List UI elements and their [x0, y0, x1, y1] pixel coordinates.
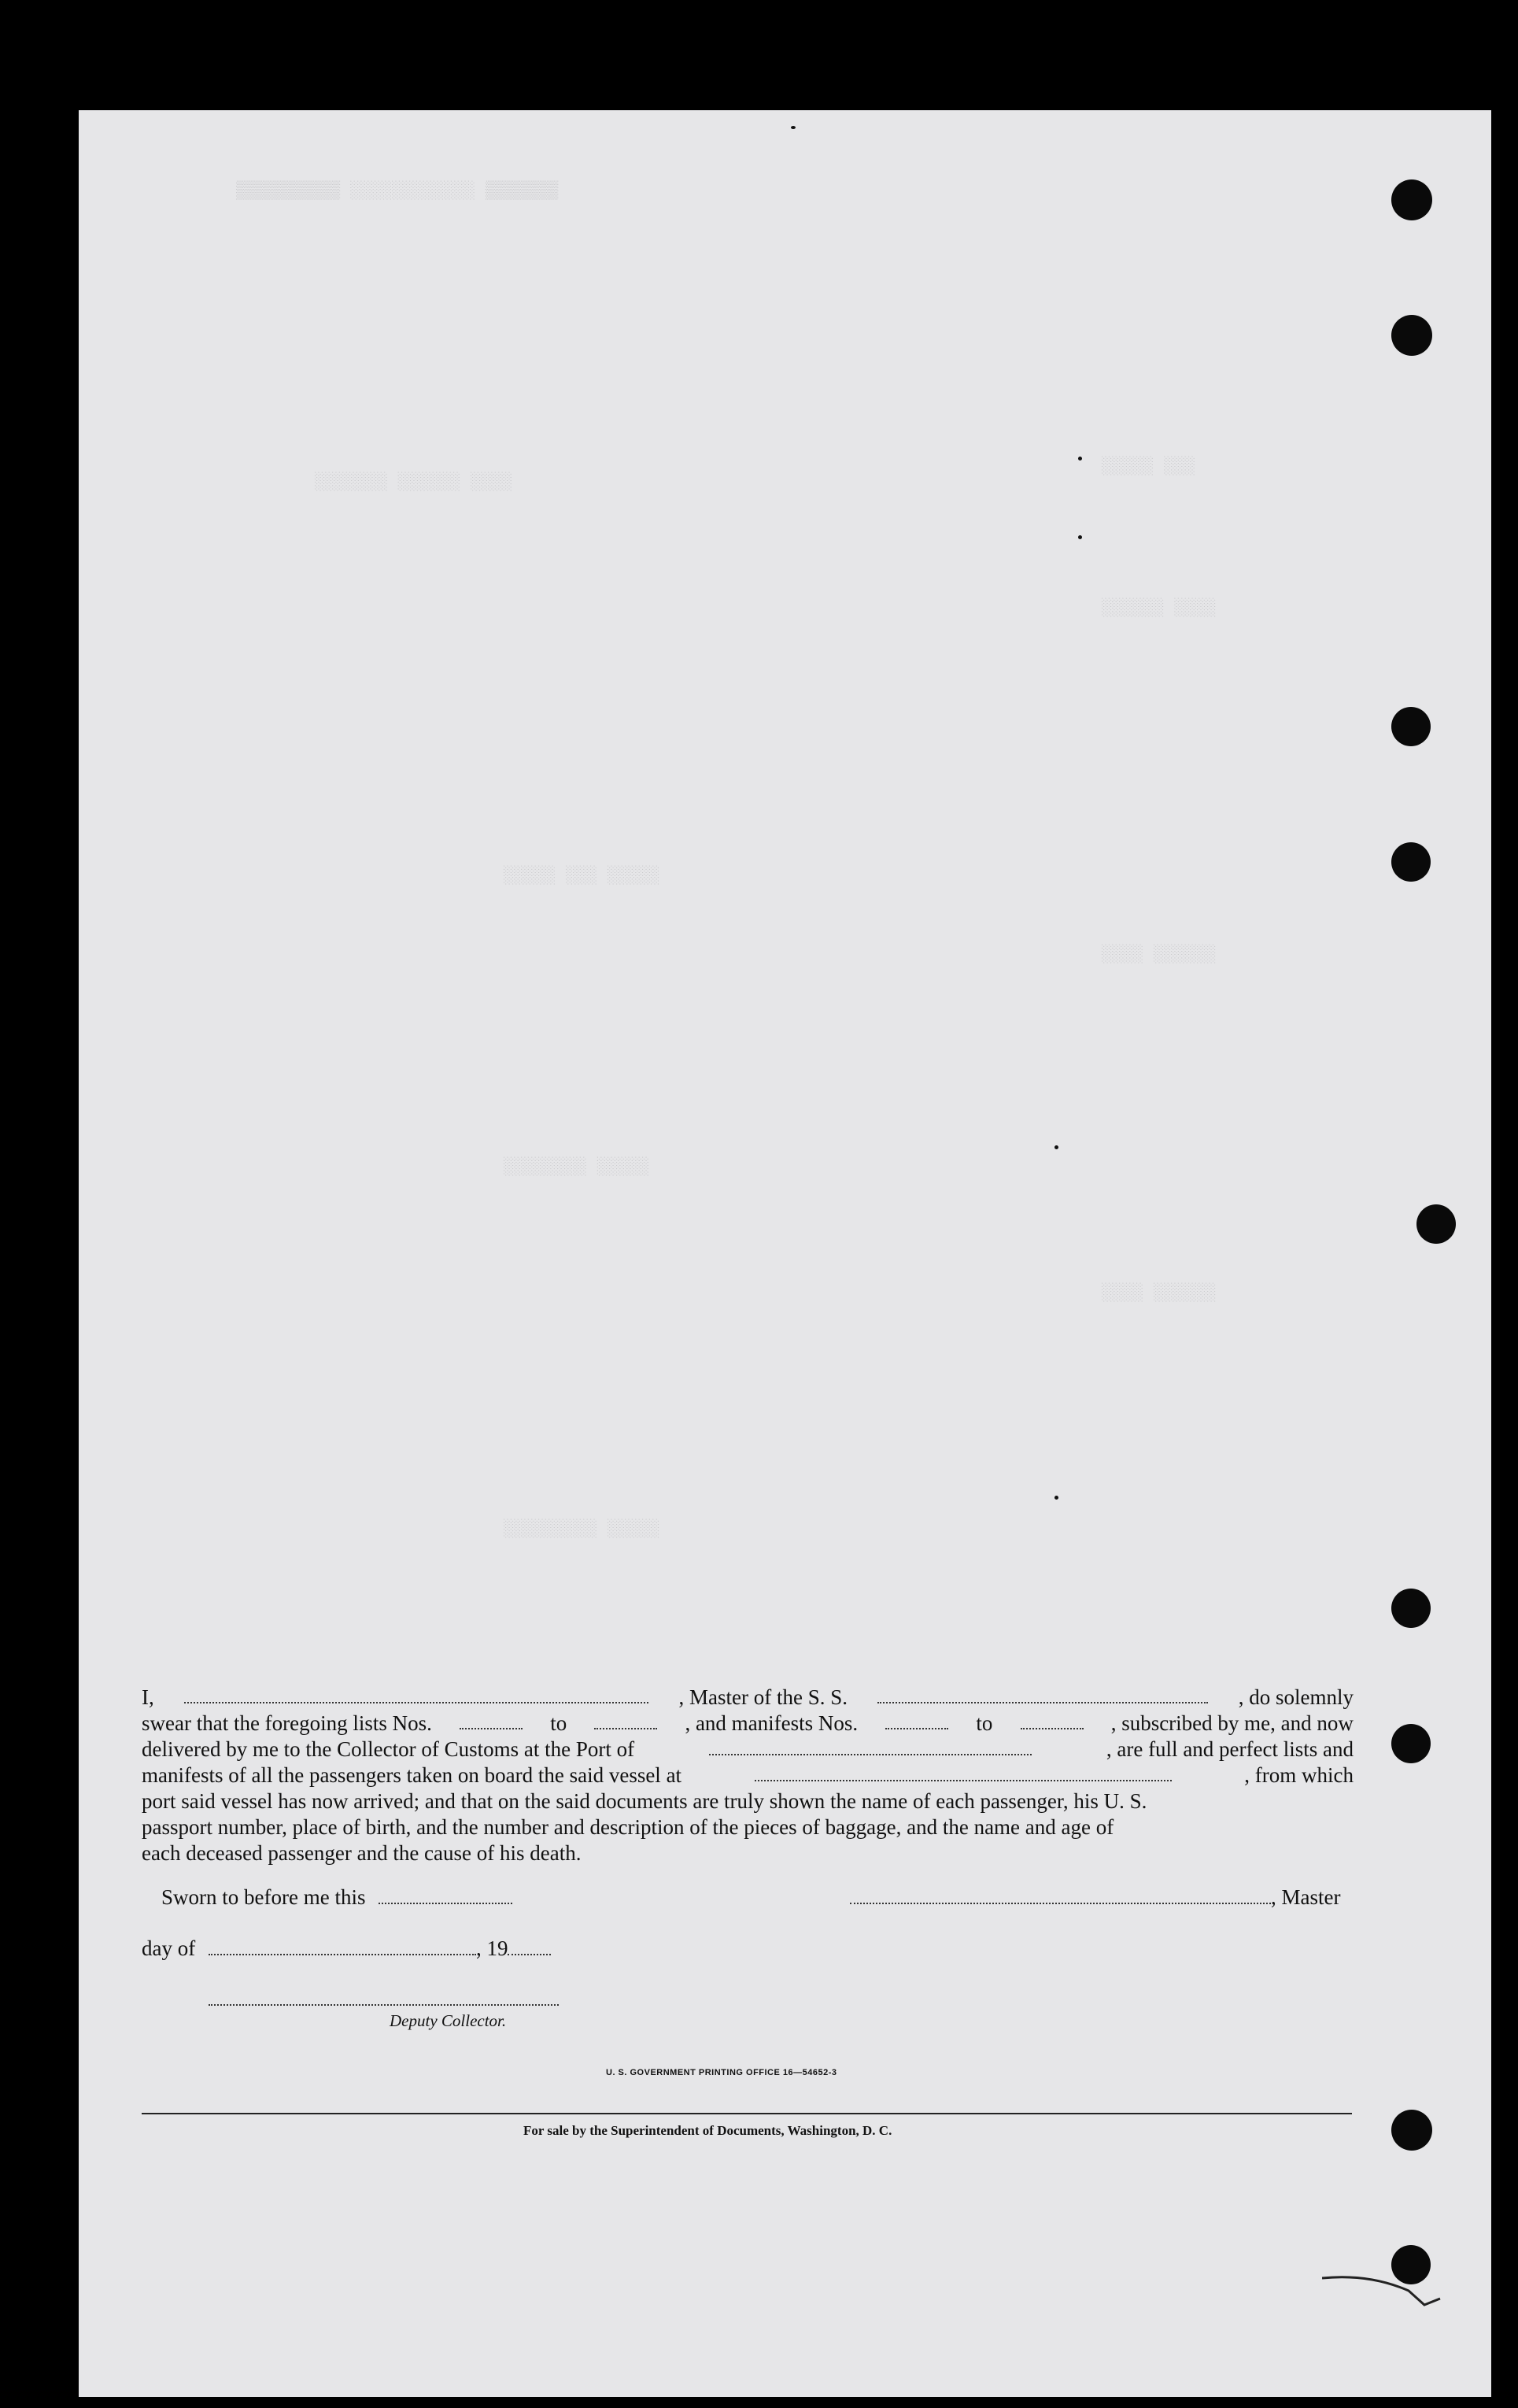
oath-line — [142, 1763, 1354, 1788]
oath-text: swear that the foregoing lists Nos. — [142, 1711, 432, 1735]
punch-hole — [1391, 842, 1431, 882]
manifests-from-field[interactable] — [885, 1711, 948, 1729]
oath-text: , from which — [1244, 1763, 1354, 1787]
punch-hole — [1391, 707, 1431, 746]
punch-hole — [1391, 2110, 1432, 2151]
bleed-through-texture: ░░░░░░░ ░░░░░░ ░░░░ — [315, 472, 512, 492]
punch-hole — [1391, 315, 1432, 356]
lists-to-field[interactable] — [594, 1711, 657, 1729]
speck — [1078, 535, 1082, 539]
punch-hole — [1391, 1724, 1431, 1763]
sworn-label: Sworn to before me this — [161, 1885, 366, 1909]
oath-text: , Master of the S. S. — [678, 1685, 848, 1709]
month-field[interactable] — [209, 1936, 476, 1955]
bleed-through-texture: ░░░░░░░░ ░░░░░ — [504, 1157, 649, 1177]
bleed-through-texture: ░░░░ ░░░░░░ — [1102, 1283, 1217, 1303]
punch-hole — [1391, 1589, 1431, 1628]
day-of-label: day of — [142, 1936, 196, 1960]
oath-paragraph — [142, 1685, 1354, 1866]
year-label: , 19 — [475, 1936, 508, 1960]
sworn-day-field[interactable] — [379, 1885, 512, 1904]
punch-hole — [1391, 179, 1432, 220]
oath-text: to — [976, 1711, 993, 1735]
lists-from-field[interactable] — [460, 1711, 523, 1729]
oath-text: passport number, place of birth, and the number and description of the pieces of baggage, and the name and age of — [142, 1815, 1114, 1839]
document-page — [79, 110, 1491, 2397]
bleed-through-texture: ░░░░░ ░░░ ░░░░░ — [504, 866, 660, 886]
oath-text: I, — [142, 1685, 154, 1709]
oath-line — [142, 1814, 1354, 1840]
port-field[interactable] — [709, 1737, 1032, 1755]
departure-port-field[interactable] — [755, 1763, 1172, 1781]
speck — [1054, 1496, 1058, 1500]
pen-mark — [1322, 2267, 1448, 2314]
oath-text: manifests of all the passengers taken on board the said vessel at — [142, 1763, 682, 1787]
deputy-signature-field[interactable] — [209, 2004, 559, 2006]
oath-text: each deceased passenger and the cause of his death. — [142, 1841, 582, 1865]
bleed-through-texture: ▒▒▒▒▒▒▒▒▒▒ ░░░░░░░░░░░░ ▒▒▒▒▒▒▒ — [236, 181, 559, 201]
oath-text: , are full and perfect lists and — [1106, 1737, 1354, 1761]
oath-text: , subscribed by me, and now — [1110, 1711, 1354, 1735]
manifests-to-field[interactable] — [1021, 1711, 1084, 1729]
oath-line — [142, 1737, 1354, 1763]
bleed-through-texture: ░░░░░ ░░░ — [1102, 457, 1195, 476]
oath-line — [142, 1685, 1354, 1711]
sale-notice: For sale by the Superintendent of Documents, Washington, D. C. — [523, 2123, 892, 2138]
speck — [791, 126, 796, 129]
bleed-through-texture: ░░░░░░░░░ ░░░░░ — [504, 1519, 660, 1539]
printer-imprint: U. S. GOVERNMENT PRINTING OFFICE 16—54652-3 — [606, 2068, 837, 2077]
oath-text: , and manifests Nos. — [685, 1711, 859, 1735]
speck — [1078, 457, 1082, 461]
ship-name-field[interactable] — [877, 1685, 1208, 1703]
footer-rule — [142, 2113, 1352, 2114]
bleed-through-texture: ░░░░ ░░░░░░ — [1102, 945, 1217, 964]
oath-line — [142, 1840, 1354, 1866]
master-signature-field[interactable] — [850, 1885, 1271, 1904]
day-of-line — [142, 1936, 551, 1961]
master-signature-line — [850, 1885, 1340, 1910]
punch-hole — [1416, 1204, 1456, 1244]
oath-text: port said vessel has now arrived; and that on the said documents are truly shown the name of each passenger, his U. S. — [142, 1789, 1147, 1813]
sworn-line — [161, 1885, 512, 1910]
oath-text: to — [550, 1711, 567, 1735]
oath-text: , do solemnly — [1238, 1685, 1354, 1709]
master-label: , Master — [1271, 1885, 1341, 1909]
oath-line — [142, 1711, 1354, 1737]
bleed-through-texture: ░░░░░░ ░░░░ — [1102, 598, 1217, 618]
oath-line — [142, 1788, 1354, 1814]
deputy-collector-label: Deputy Collector. — [390, 2011, 507, 2030]
speck — [1054, 1145, 1058, 1149]
year-field[interactable] — [508, 1936, 551, 1955]
master-name-field[interactable] — [184, 1685, 648, 1703]
oath-text: delivered by me to the Collector of Customs at the Port of — [142, 1737, 635, 1761]
